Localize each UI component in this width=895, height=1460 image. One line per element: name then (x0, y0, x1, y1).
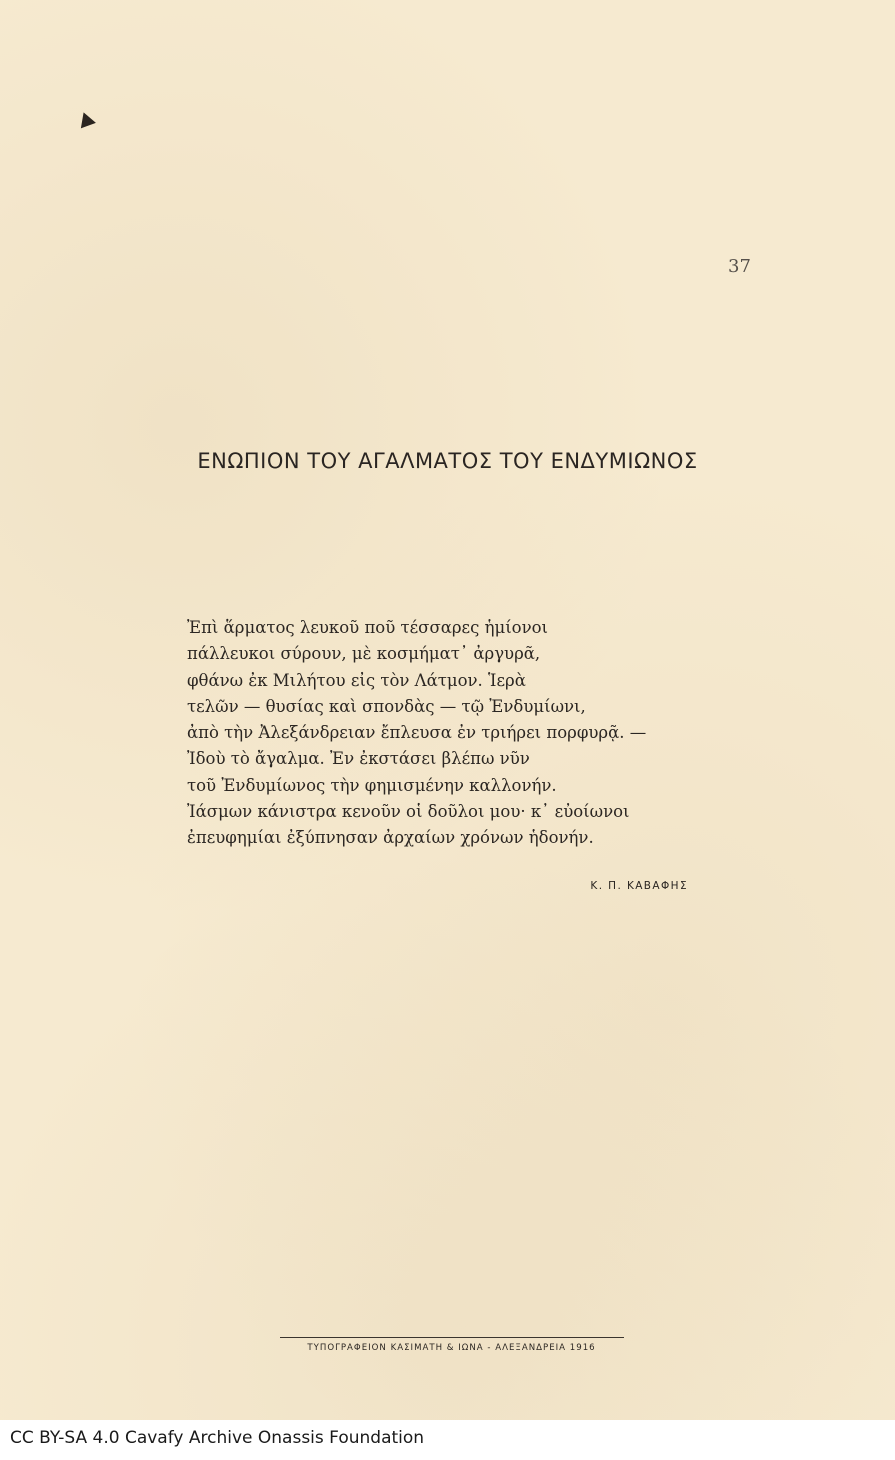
verse-line: φθάνω ἐκ Μιλήτου εἰς τὸν Λάτμον. Ἱερὰ (187, 670, 526, 690)
verse-line: τοῦ Ἐνδυμίωνος τὴν φημισμένην καλλονήν. (187, 775, 557, 795)
printer-imprint: ΤΥΠΟΓΡΑΦΕΙΟΝ ΚΑΣΙΜΑΤΗ & ΙΩΝΑ - ΑΛΕΞΑΝΔΡΕΙΑ 1916 (307, 1343, 596, 1353)
license-credit: CC BY-SA 4.0 Cavafy Archive Onassis Foundation (10, 1428, 425, 1448)
author-signature: Κ. Π. ΚΑΒΑΦΗΣ (590, 880, 688, 892)
verse-line: Ἐπὶ ἅρματος λευκοῦ ποῦ τέσσαρες ἡμίονοι (187, 618, 549, 637)
verse-line: Ἰάσμων κάνιστρα κενοῦν οἱ δοῦλοι μου· κ᾿ εὐοίωνοι (187, 802, 630, 822)
verse-line: πάλλευκοι σύρουν, μὲ κοσμήματ᾿ ἀργυρᾶ, (187, 644, 541, 664)
poem-title: ΕΝΩΠΙΟΝ ΤΟΥ ΑΓΑΛΜΑΤΟΣ ΤΟΥ ΕΝΔΥΜΙΩΝΟΣ (197, 449, 698, 473)
verse-line: Ἰδοὺ τὸ ἄγαλμα. Ἐν ἐκστάσει βλέπω νῦν (187, 749, 530, 769)
poem-body (187, 615, 727, 852)
imprint-divider (280, 1337, 624, 1338)
verse-line: τελῶν — θυσίας καὶ σπονδὰς — τῷ Ἐνδυμίωνι, (187, 696, 586, 716)
margin-mark-icon (76, 110, 96, 129)
verse-line: ἐπευφημίαι ἐξύπνησαν ἀρχαίων χρόνων ἡδονήν. (187, 828, 594, 848)
verse-line: ἀπὸ τὴν Ἀλεξάνδρειαν ἔπλευσα ἐν τριήρει πορφυρᾷ. — (187, 723, 647, 743)
page-number: 37 (728, 256, 751, 277)
